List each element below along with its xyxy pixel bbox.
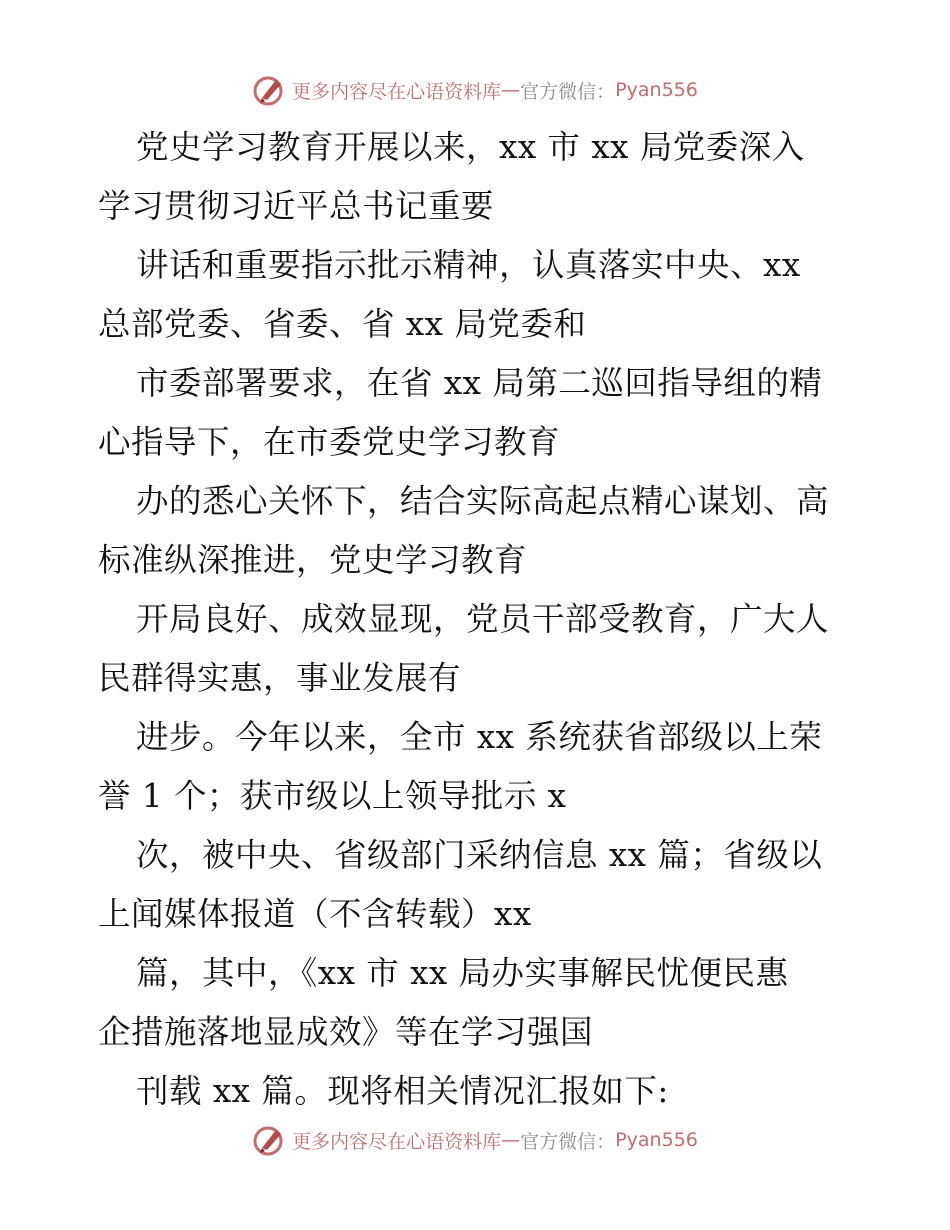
body-line: 上闻媒体报道（不含转载）xx [98,895,532,933]
body-line: 市委部署要求，在省 xx 局第二巡回指导组的精 [136,364,823,402]
header-watermark [0,70,950,110]
pen-nib-icon [252,72,288,108]
body-line: 进步。今年以来，全市 xx 系统获省部级以上荣 [136,718,823,756]
watermark-brand: 更多内容尽在心语资料库 [292,80,502,103]
watermark-official-label: 官方微信： [520,80,616,103]
body-line: 学习贯彻习近平总书记重要 [98,187,495,225]
body-line: 次，被中央、省级部门采纳信息 xx 篇；省级以 [136,836,823,874]
body-line: 民群得实惠，事业发展有 [98,659,462,697]
body-line: 开局良好、成效显现，党员干部受教育，广大人 [136,600,830,638]
body-line: 心指导下，在市委党史学习教育 [98,423,561,461]
watermark-wechat-id: Pyan556 [615,1129,698,1151]
watermark-separator: — [501,79,521,101]
body-line: 办的悉心关怀下，结合实际高起点精心谋划、高 [136,482,830,520]
body-line: 总部党委、省委、省 xx 局党委和 [98,305,587,343]
body-line: 企措施落地显成效》等在学习强国 [98,1013,594,1051]
body-line: 誉 1 个；获市级以上领导批示 x [98,777,567,815]
pen-nib-icon [252,1122,288,1158]
document-body [98,118,858,1121]
body-line: 标准纵深推进，党史学习教育 [98,541,528,579]
watermark-wechat-id: Pyan556 [615,79,698,101]
body-line: 党史学习教育开展以来，xx 市 xx 局党委深入 [136,128,805,166]
body-line: 讲话和重要指示批示精神，认真落实中央、xx [136,246,801,284]
watermark-brand: 更多内容尽在心语资料库 [292,1130,502,1153]
footer-watermark [0,1120,950,1160]
watermark-official-label: 官方微信： [520,1130,616,1153]
watermark-separator: — [501,1129,521,1151]
body-line: 刊载 xx 篇。现将相关情况汇报如下: [136,1072,669,1110]
body-line: 篇，其中，《xx 市 xx 局办实事解民忧便民惠 [136,954,789,992]
